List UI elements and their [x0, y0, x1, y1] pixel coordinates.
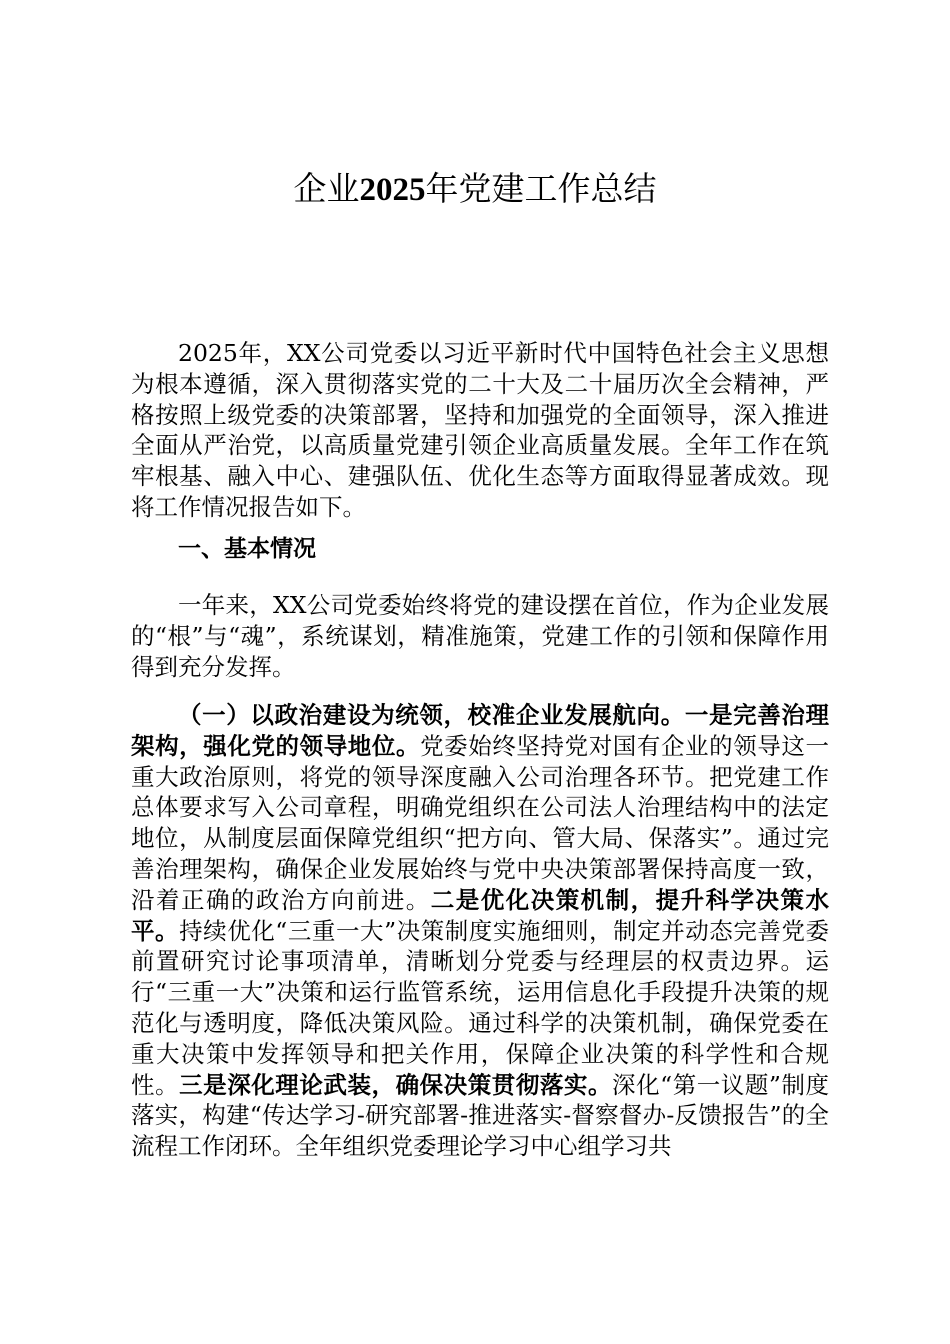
point1-text: 党委始终坚持党对国有企业的领导这一重大政治原则，将党的领导深度融入公司治理各环节。把党建工作总体要求写入公司章程，明确党组织在公司法人治理结构中的法定地位，从制度层面保障党组织“把方向、管大局、保落实”。通过完善治理架构，确保企业发展始终与党中央决策部署保持高度一致，沿着正确的政治方向前进。	[131, 731, 830, 914]
title-prefix: 企业	[293, 169, 360, 208]
point3-title: 三是深化理论武装，确保决策贯彻落实。	[179, 1070, 613, 1099]
intro-paragraph: 2025年，XX公司党委以习近平新时代中国特色社会主义思想为根本遵循，深入贯彻落实党的二十大及二十届历次全会精神，严格按照上级党委的决策部署，坚持和加强党的全面领导，深入推进全面从严治党，以高质量党建引领企业高质量发展。全年工作在筑牢根基、融入中心、建强队伍、优化生态等方面取得显著成效。现将工作情况报告如下。	[131, 339, 829, 521]
subsection-heading: （一）以政治建设为统领，校准企业发展航向。	[178, 701, 685, 729]
section-heading-basic: 一、基本情况	[178, 536, 316, 562]
political-construction-paragraph	[131, 700, 829, 1162]
point2-title: 二是优化决策机制，提升科学决策水平。	[131, 885, 830, 945]
basic-situation-paragraph: 一年来，XX公司党委始终将党的建设摆在首位，作为企业发展的“根”与“魂”，系统谋划，精准施策，党建工作的引领和保障作用得到充分发挥。	[131, 591, 829, 681]
document-title	[0, 163, 950, 216]
point1-title: 一是完善治理架构，强化党的领导地位。	[131, 701, 830, 760]
title-suffix: 年党建工作总结	[425, 169, 657, 208]
title-year: 2025	[359, 172, 426, 208]
point3-text: 深化“第一议题”制度落实，构建“传达学习-研究部署-推进落实-督察督办-反馈报告”的全流程工作闭环。全年组织党委理论学习中心组学习共	[131, 1070, 830, 1161]
point2-text: 持续优化“三重一大”决策制度实施细则，制定并动态完善党委前置研究讨论事项清单，清晰划分党委与经理层的权责边界。运行“三重一大”决策和运行监管系统，运用信息化手段提升决策的规范化与透明度，降低决策风险。通过科学的决策机制，确保党委在重大决策中发挥领导和把关作用，保障企业决策的科学性和合规性。	[131, 916, 830, 1099]
